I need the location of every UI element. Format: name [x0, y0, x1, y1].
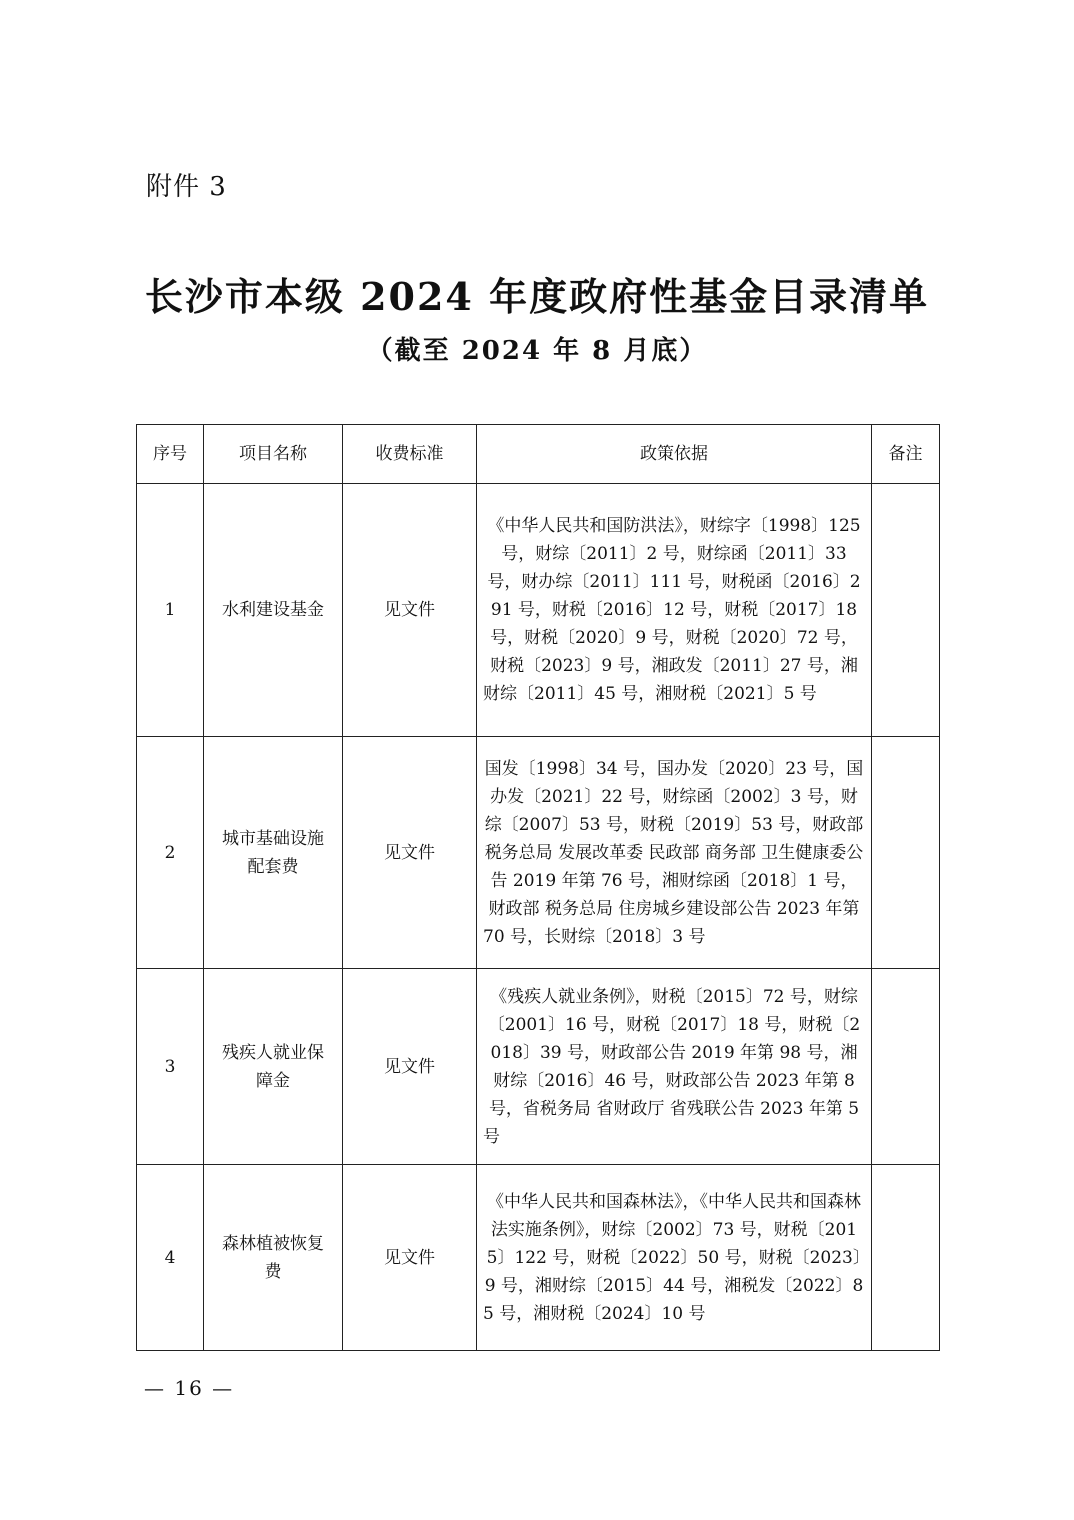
row-basis: 《中华人民共和国森林法》，《中华人民共和国森林法实施条例》，财综〔2002〕73 号，财税〔2015〕122 号，财税〔2022〕50 号，财税〔2023〕9 号，湘财综〔2015〕44 号，湘税发〔2022〕85 号，湘财税〔2024〕10 号 — [477, 1165, 872, 1351]
row-basis: 《残疾人就业条例》，财税〔2015〕72 号，财综〔2001〕16 号，财税〔2017〕18 号，财税〔2018〕39 号，财政部公告 2019 年第 98 号，湘财综〔2016〕46 号，财政部公告 2023 年第 8 号，省税务局 省财政厅 省残联公告 2023 年第 5 号 — [477, 969, 872, 1165]
row-standard: 见文件 — [343, 969, 477, 1165]
table-row — [137, 737, 940, 969]
row-standard: 见文件 — [343, 737, 477, 969]
row-no: 1 — [137, 484, 204, 737]
page-subtitle: （截至 2024 年 8 月底） — [366, 336, 708, 366]
table-header-row — [137, 425, 940, 484]
row-name: 森林植被恢复费 — [204, 1165, 343, 1351]
row-remark — [872, 484, 940, 737]
column-header-remark: 备注 — [872, 425, 940, 484]
row-remark — [872, 1165, 940, 1351]
row-basis: 国发〔1998〕34 号，国办发〔2020〕23 号，国办发〔2021〕22 号，财综函〔2002〕3 号，财综〔2007〕53 号，财税〔2019〕53 号，财政部 税务总局 发展改革委 民政部 商务部 卫生健康委公告 2019 年第 76 号，湘财综函〔2018〕1 号，财政部 税务总局 住房城乡建设部公告 2023 年第 70 号，长财综〔2018〕3 号 — [477, 737, 872, 969]
page-title: 长沙市本级 2024 年度政府性基金目录清单 — [144, 274, 930, 319]
row-name: 水利建设基金 — [204, 484, 343, 737]
page-number: — 16 — — [144, 1376, 235, 1400]
row-no: 4 — [137, 1165, 204, 1351]
row-no: 2 — [137, 737, 204, 969]
table-row — [137, 1165, 940, 1351]
attachment-label: 附件 3 — [146, 172, 227, 202]
row-name: 城市基础设施配套费 — [204, 737, 343, 969]
table-row — [137, 969, 940, 1165]
row-basis: 《中华人民共和国防洪法》，财综字〔1998〕125 号，财综〔2011〕2 号，财综函〔2011〕33 号，财办综〔2011〕111 号，财税函〔2016〕291 号，财税〔2016〕12 号，财税〔2017〕18 号，财税〔2020〕9 号，财税〔2020〕72 号，财税〔2023〕9 号，湘政发〔2011〕27 号，湘财综〔2011〕45 号，湘财税〔2021〕5 号 — [477, 484, 872, 737]
row-standard: 见文件 — [343, 1165, 477, 1351]
row-no: 3 — [137, 969, 204, 1165]
table-row — [137, 484, 940, 737]
column-header-name: 项目名称 — [204, 425, 343, 484]
row-name: 残疾人就业保障金 — [204, 969, 343, 1165]
fund-catalog-table — [136, 424, 940, 1351]
row-remark — [872, 969, 940, 1165]
column-header-standard: 收费标准 — [343, 425, 477, 484]
column-header-no: 序号 — [137, 425, 204, 484]
row-standard: 见文件 — [343, 484, 477, 737]
column-header-basis: 政策依据 — [477, 425, 872, 484]
row-remark — [872, 737, 940, 969]
